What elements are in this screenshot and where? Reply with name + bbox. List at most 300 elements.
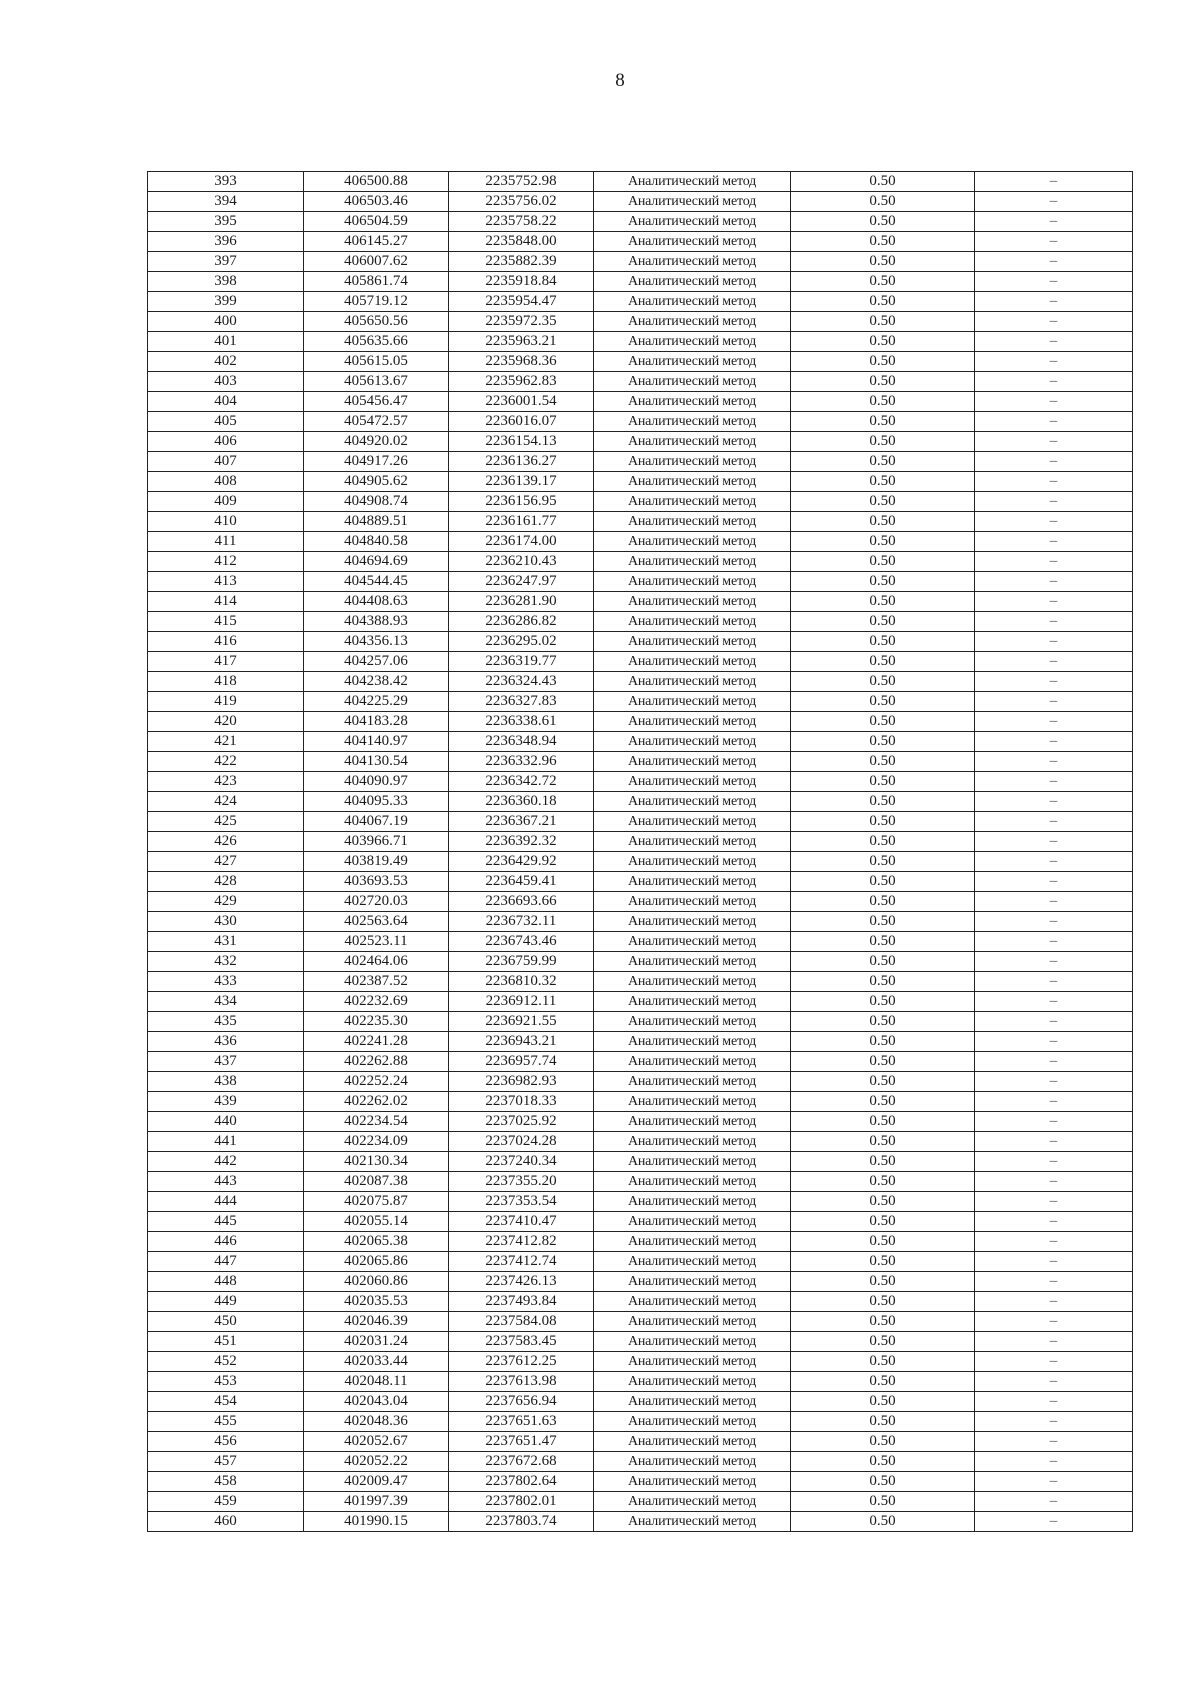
accuracy-cell: 0.50 [791, 452, 975, 472]
note-cell: – [975, 1212, 1133, 1232]
point-number-cell: 404 [148, 392, 304, 412]
method-cell: Аналитический метод [594, 352, 791, 372]
table-row [148, 1432, 1133, 1452]
accuracy-cell: 0.50 [791, 792, 975, 812]
accuracy-cell: 0.50 [791, 1052, 975, 1072]
accuracy-cell: 0.50 [791, 1392, 975, 1412]
note-cell: – [975, 572, 1133, 592]
accuracy-cell: 0.50 [791, 1092, 975, 1112]
note-cell: – [975, 752, 1133, 772]
method-cell: Аналитический метод [594, 512, 791, 532]
accuracy-cell: 0.50 [791, 1252, 975, 1272]
note-cell: – [975, 1172, 1133, 1192]
point-number-cell: 450 [148, 1312, 304, 1332]
accuracy-cell: 0.50 [791, 872, 975, 892]
note-cell: – [975, 492, 1133, 512]
note-cell: – [975, 1192, 1133, 1212]
note-cell: – [975, 1232, 1133, 1252]
method-cell: Аналитический метод [594, 552, 791, 572]
accuracy-cell: 0.50 [791, 572, 975, 592]
point-number-cell: 424 [148, 792, 304, 812]
note-cell: – [975, 1472, 1133, 1492]
x-coordinate-cell: 404356.13 [304, 632, 449, 652]
point-number-cell: 409 [148, 492, 304, 512]
point-number-cell: 455 [148, 1412, 304, 1432]
table-row [148, 632, 1133, 652]
x-coordinate-cell: 406007.62 [304, 252, 449, 272]
method-cell: Аналитический метод [594, 872, 791, 892]
point-number-cell: 423 [148, 772, 304, 792]
x-coordinate-cell: 402060.86 [304, 1272, 449, 1292]
note-cell: – [975, 1432, 1133, 1452]
y-coordinate-cell: 2236392.32 [449, 832, 594, 852]
accuracy-cell: 0.50 [791, 432, 975, 452]
table-row [148, 1512, 1133, 1532]
note-cell: – [975, 1052, 1133, 1072]
method-cell: Аналитический метод [594, 732, 791, 752]
accuracy-cell: 0.50 [791, 1352, 975, 1372]
y-coordinate-cell: 2237018.33 [449, 1092, 594, 1112]
x-coordinate-cell: 404544.45 [304, 572, 449, 592]
note-cell: – [975, 1072, 1133, 1092]
point-number-cell: 460 [148, 1512, 304, 1532]
method-cell: Аналитический метод [594, 332, 791, 352]
table-row [148, 432, 1133, 452]
accuracy-cell: 0.50 [791, 992, 975, 1012]
method-cell: Аналитический метод [594, 172, 791, 192]
method-cell: Аналитический метод [594, 472, 791, 492]
point-number-cell: 408 [148, 472, 304, 492]
x-coordinate-cell: 402052.67 [304, 1432, 449, 1452]
x-coordinate-cell: 402234.54 [304, 1112, 449, 1132]
table-row [148, 772, 1133, 792]
accuracy-cell: 0.50 [791, 912, 975, 932]
accuracy-cell: 0.50 [791, 212, 975, 232]
note-cell: – [975, 432, 1133, 452]
note-cell: – [975, 912, 1133, 932]
note-cell: – [975, 452, 1133, 472]
x-coordinate-cell: 404889.51 [304, 512, 449, 532]
accuracy-cell: 0.50 [791, 172, 975, 192]
y-coordinate-cell: 2236247.97 [449, 572, 594, 592]
accuracy-cell: 0.50 [791, 192, 975, 212]
point-number-cell: 414 [148, 592, 304, 612]
y-coordinate-cell: 2235954.47 [449, 292, 594, 312]
table-row [148, 552, 1133, 572]
table-row [148, 1052, 1133, 1072]
accuracy-cell: 0.50 [791, 1152, 975, 1172]
y-coordinate-cell: 2236161.77 [449, 512, 594, 532]
x-coordinate-cell: 406500.88 [304, 172, 449, 192]
point-number-cell: 448 [148, 1272, 304, 1292]
accuracy-cell: 0.50 [791, 1172, 975, 1192]
method-cell: Аналитический метод [594, 612, 791, 632]
note-cell: – [975, 232, 1133, 252]
x-coordinate-cell: 405613.67 [304, 372, 449, 392]
accuracy-cell: 0.50 [791, 372, 975, 392]
note-cell: – [975, 1132, 1133, 1152]
table-row [148, 292, 1133, 312]
x-coordinate-cell: 404095.33 [304, 792, 449, 812]
point-number-cell: 393 [148, 172, 304, 192]
method-cell: Аналитический метод [594, 1312, 791, 1332]
y-coordinate-cell: 2236136.27 [449, 452, 594, 472]
y-coordinate-cell: 2235848.00 [449, 232, 594, 252]
accuracy-cell: 0.50 [791, 1192, 975, 1212]
accuracy-cell: 0.50 [791, 552, 975, 572]
point-number-cell: 399 [148, 292, 304, 312]
x-coordinate-cell: 402235.30 [304, 1012, 449, 1032]
note-cell: – [975, 612, 1133, 632]
y-coordinate-cell: 2237802.64 [449, 1472, 594, 1492]
y-coordinate-cell: 2235968.36 [449, 352, 594, 372]
y-coordinate-cell: 2236342.72 [449, 772, 594, 792]
y-coordinate-cell: 2237410.47 [449, 1212, 594, 1232]
point-number-cell: 415 [148, 612, 304, 632]
table-row [148, 1012, 1133, 1032]
x-coordinate-cell: 402035.53 [304, 1292, 449, 1312]
note-cell: – [975, 712, 1133, 732]
point-number-cell: 406 [148, 432, 304, 452]
accuracy-cell: 0.50 [791, 1032, 975, 1052]
point-number-cell: 435 [148, 1012, 304, 1032]
method-cell: Аналитический метод [594, 1212, 791, 1232]
note-cell: – [975, 472, 1133, 492]
table-row [148, 692, 1133, 712]
accuracy-cell: 0.50 [791, 272, 975, 292]
y-coordinate-cell: 2235963.21 [449, 332, 594, 352]
y-coordinate-cell: 2237353.54 [449, 1192, 594, 1212]
accuracy-cell: 0.50 [791, 1012, 975, 1032]
y-coordinate-cell: 2236210.43 [449, 552, 594, 572]
x-coordinate-cell: 402046.39 [304, 1312, 449, 1332]
method-cell: Аналитический метод [594, 232, 791, 252]
point-number-cell: 407 [148, 452, 304, 472]
method-cell: Аналитический метод [594, 972, 791, 992]
table-row [148, 172, 1133, 192]
y-coordinate-cell: 2236319.77 [449, 652, 594, 672]
point-number-cell: 451 [148, 1332, 304, 1352]
x-coordinate-cell: 405472.57 [304, 412, 449, 432]
table-row [148, 1412, 1133, 1432]
note-cell: – [975, 872, 1133, 892]
table-row [148, 1092, 1133, 1112]
y-coordinate-cell: 2236360.18 [449, 792, 594, 812]
accuracy-cell: 0.50 [791, 392, 975, 412]
accuracy-cell: 0.50 [791, 1452, 975, 1472]
accuracy-cell: 0.50 [791, 232, 975, 252]
x-coordinate-cell: 402087.38 [304, 1172, 449, 1192]
accuracy-cell: 0.50 [791, 1332, 975, 1352]
table-row [148, 1252, 1133, 1272]
y-coordinate-cell: 2236921.55 [449, 1012, 594, 1032]
accuracy-cell: 0.50 [791, 892, 975, 912]
y-coordinate-cell: 2235972.35 [449, 312, 594, 332]
x-coordinate-cell: 402043.04 [304, 1392, 449, 1412]
point-number-cell: 456 [148, 1432, 304, 1452]
method-cell: Аналитический метод [594, 912, 791, 932]
y-coordinate-cell: 2235918.84 [449, 272, 594, 292]
accuracy-cell: 0.50 [791, 292, 975, 312]
point-number-cell: 452 [148, 1352, 304, 1372]
x-coordinate-cell: 404225.29 [304, 692, 449, 712]
y-coordinate-cell: 2237583.45 [449, 1332, 594, 1352]
table-row [148, 672, 1133, 692]
accuracy-cell: 0.50 [791, 252, 975, 272]
y-coordinate-cell: 2236810.32 [449, 972, 594, 992]
accuracy-cell: 0.50 [791, 632, 975, 652]
note-cell: – [975, 512, 1133, 532]
accuracy-cell: 0.50 [791, 1112, 975, 1132]
method-cell: Аналитический метод [594, 1392, 791, 1412]
y-coordinate-cell: 2236367.21 [449, 812, 594, 832]
method-cell: Аналитический метод [594, 1012, 791, 1032]
table-body [148, 172, 1133, 1532]
note-cell: – [975, 352, 1133, 372]
note-cell: – [975, 252, 1133, 272]
y-coordinate-cell: 2237584.08 [449, 1312, 594, 1332]
x-coordinate-cell: 404238.42 [304, 672, 449, 692]
note-cell: – [975, 1512, 1133, 1532]
x-coordinate-cell: 404908.74 [304, 492, 449, 512]
method-cell: Аналитический метод [594, 432, 791, 452]
point-number-cell: 429 [148, 892, 304, 912]
point-number-cell: 454 [148, 1392, 304, 1412]
y-coordinate-cell: 2237672.68 [449, 1452, 594, 1472]
note-cell: – [975, 1292, 1133, 1312]
y-coordinate-cell: 2236957.74 [449, 1052, 594, 1072]
accuracy-cell: 0.50 [791, 932, 975, 952]
accuracy-cell: 0.50 [791, 1072, 975, 1092]
note-cell: – [975, 672, 1133, 692]
y-coordinate-cell: 2237613.98 [449, 1372, 594, 1392]
y-coordinate-cell: 2237803.74 [449, 1512, 594, 1532]
note-cell: – [975, 1252, 1133, 1272]
y-coordinate-cell: 2237612.25 [449, 1352, 594, 1372]
x-coordinate-cell: 406145.27 [304, 232, 449, 252]
accuracy-cell: 0.50 [791, 592, 975, 612]
accuracy-cell: 0.50 [791, 672, 975, 692]
accuracy-cell: 0.50 [791, 1292, 975, 1312]
y-coordinate-cell: 2237355.20 [449, 1172, 594, 1192]
point-number-cell: 396 [148, 232, 304, 252]
table-row [148, 612, 1133, 632]
accuracy-cell: 0.50 [791, 1312, 975, 1332]
method-cell: Аналитический метод [594, 1172, 791, 1192]
accuracy-cell: 0.50 [791, 492, 975, 512]
method-cell: Аналитический метод [594, 532, 791, 552]
table-row [148, 1352, 1133, 1372]
method-cell: Аналитический метод [594, 1292, 791, 1312]
x-coordinate-cell: 402031.24 [304, 1332, 449, 1352]
y-coordinate-cell: 2236348.94 [449, 732, 594, 752]
note-cell: – [975, 592, 1133, 612]
note-cell: – [975, 552, 1133, 572]
accuracy-cell: 0.50 [791, 692, 975, 712]
x-coordinate-cell: 402065.38 [304, 1232, 449, 1252]
point-number-cell: 442 [148, 1152, 304, 1172]
method-cell: Аналитический метод [594, 712, 791, 732]
point-number-cell: 449 [148, 1292, 304, 1312]
point-number-cell: 402 [148, 352, 304, 372]
note-cell: – [975, 532, 1133, 552]
point-number-cell: 411 [148, 532, 304, 552]
table-row [148, 312, 1133, 332]
table-row [148, 1392, 1133, 1412]
accuracy-cell: 0.50 [791, 1232, 975, 1252]
y-coordinate-cell: 2236154.13 [449, 432, 594, 452]
x-coordinate-cell: 404694.69 [304, 552, 449, 572]
note-cell: – [975, 1032, 1133, 1052]
note-cell: – [975, 1452, 1133, 1472]
note-cell: – [975, 932, 1133, 952]
point-number-cell: 436 [148, 1032, 304, 1052]
point-number-cell: 401 [148, 332, 304, 352]
table-row [148, 1152, 1133, 1172]
point-number-cell: 422 [148, 752, 304, 772]
table-row [148, 572, 1133, 592]
accuracy-cell: 0.50 [791, 412, 975, 432]
table-row [148, 792, 1133, 812]
method-cell: Аналитический метод [594, 592, 791, 612]
y-coordinate-cell: 2236982.93 [449, 1072, 594, 1092]
table-row [148, 1032, 1133, 1052]
accuracy-cell: 0.50 [791, 512, 975, 532]
y-coordinate-cell: 2236016.07 [449, 412, 594, 432]
x-coordinate-cell: 405615.05 [304, 352, 449, 372]
note-cell: – [975, 1152, 1133, 1172]
table-row [148, 1232, 1133, 1252]
method-cell: Аналитический метод [594, 272, 791, 292]
method-cell: Аналитический метод [594, 992, 791, 1012]
note-cell: – [975, 392, 1133, 412]
table-row [148, 932, 1133, 952]
method-cell: Аналитический метод [594, 772, 791, 792]
point-number-cell: 440 [148, 1112, 304, 1132]
accuracy-cell: 0.50 [791, 332, 975, 352]
method-cell: Аналитический метод [594, 572, 791, 592]
table-row [148, 912, 1133, 932]
point-number-cell: 430 [148, 912, 304, 932]
y-coordinate-cell: 2236281.90 [449, 592, 594, 612]
x-coordinate-cell: 404905.62 [304, 472, 449, 492]
table-row [148, 372, 1133, 392]
coordinates-table [147, 171, 1133, 1532]
point-number-cell: 412 [148, 552, 304, 572]
point-number-cell: 447 [148, 1252, 304, 1272]
note-cell: – [975, 1112, 1133, 1132]
y-coordinate-cell: 2237412.82 [449, 1232, 594, 1252]
table-row [148, 272, 1133, 292]
method-cell: Аналитический метод [594, 1332, 791, 1352]
table-row [148, 752, 1133, 772]
y-coordinate-cell: 2235752.98 [449, 172, 594, 192]
y-coordinate-cell: 2236429.92 [449, 852, 594, 872]
table-row [148, 492, 1133, 512]
y-coordinate-cell: 2236338.61 [449, 712, 594, 732]
method-cell: Аналитический метод [594, 632, 791, 652]
table-row [148, 652, 1133, 672]
point-number-cell: 395 [148, 212, 304, 232]
y-coordinate-cell: 2236743.46 [449, 932, 594, 952]
y-coordinate-cell: 2237025.92 [449, 1112, 594, 1132]
point-number-cell: 419 [148, 692, 304, 712]
method-cell: Аналитический метод [594, 752, 791, 772]
note-cell: – [975, 192, 1133, 212]
x-coordinate-cell: 405456.47 [304, 392, 449, 412]
y-coordinate-cell: 2236286.82 [449, 612, 594, 632]
note-cell: – [975, 652, 1133, 672]
x-coordinate-cell: 402262.02 [304, 1092, 449, 1112]
method-cell: Аналитический метод [594, 1052, 791, 1072]
note-cell: – [975, 1352, 1133, 1372]
point-number-cell: 426 [148, 832, 304, 852]
method-cell: Аналитический метод [594, 1092, 791, 1112]
note-cell: – [975, 852, 1133, 872]
point-number-cell: 458 [148, 1472, 304, 1492]
accuracy-cell: 0.50 [791, 952, 975, 972]
accuracy-cell: 0.50 [791, 472, 975, 492]
point-number-cell: 445 [148, 1212, 304, 1232]
table-row [148, 732, 1133, 752]
method-cell: Аналитический метод [594, 1232, 791, 1252]
x-coordinate-cell: 404067.19 [304, 812, 449, 832]
x-coordinate-cell: 402075.87 [304, 1192, 449, 1212]
accuracy-cell: 0.50 [791, 1212, 975, 1232]
y-coordinate-cell: 2237426.13 [449, 1272, 594, 1292]
x-coordinate-cell: 404090.97 [304, 772, 449, 792]
table-row [148, 1452, 1133, 1472]
accuracy-cell: 0.50 [791, 1132, 975, 1152]
point-number-cell: 416 [148, 632, 304, 652]
y-coordinate-cell: 2236732.11 [449, 912, 594, 932]
y-coordinate-cell: 2236332.96 [449, 752, 594, 772]
x-coordinate-cell: 405719.12 [304, 292, 449, 312]
method-cell: Аналитический метод [594, 292, 791, 312]
table-row [148, 212, 1133, 232]
y-coordinate-cell: 2235756.02 [449, 192, 594, 212]
point-number-cell: 418 [148, 672, 304, 692]
note-cell: – [975, 952, 1133, 972]
note-cell: – [975, 992, 1133, 1012]
y-coordinate-cell: 2236156.95 [449, 492, 594, 512]
accuracy-cell: 0.50 [791, 732, 975, 752]
y-coordinate-cell: 2237240.34 [449, 1152, 594, 1172]
table-row [148, 1172, 1133, 1192]
point-number-cell: 439 [148, 1092, 304, 1112]
accuracy-cell: 0.50 [791, 1272, 975, 1292]
x-coordinate-cell: 405650.56 [304, 312, 449, 332]
y-coordinate-cell: 2237656.94 [449, 1392, 594, 1412]
x-coordinate-cell: 403819.49 [304, 852, 449, 872]
accuracy-cell: 0.50 [791, 1472, 975, 1492]
x-coordinate-cell: 403693.53 [304, 872, 449, 892]
note-cell: – [975, 732, 1133, 752]
x-coordinate-cell: 406504.59 [304, 212, 449, 232]
x-coordinate-cell: 405635.66 [304, 332, 449, 352]
method-cell: Аналитический метод [594, 412, 791, 432]
point-number-cell: 441 [148, 1132, 304, 1152]
x-coordinate-cell: 402262.88 [304, 1052, 449, 1072]
accuracy-cell: 0.50 [791, 712, 975, 732]
accuracy-cell: 0.50 [791, 652, 975, 672]
x-coordinate-cell: 402130.34 [304, 1152, 449, 1172]
method-cell: Аналитический метод [594, 312, 791, 332]
x-coordinate-cell: 402234.09 [304, 1132, 449, 1152]
y-coordinate-cell: 2236459.41 [449, 872, 594, 892]
method-cell: Аналитический метод [594, 452, 791, 472]
table-row [148, 1472, 1133, 1492]
